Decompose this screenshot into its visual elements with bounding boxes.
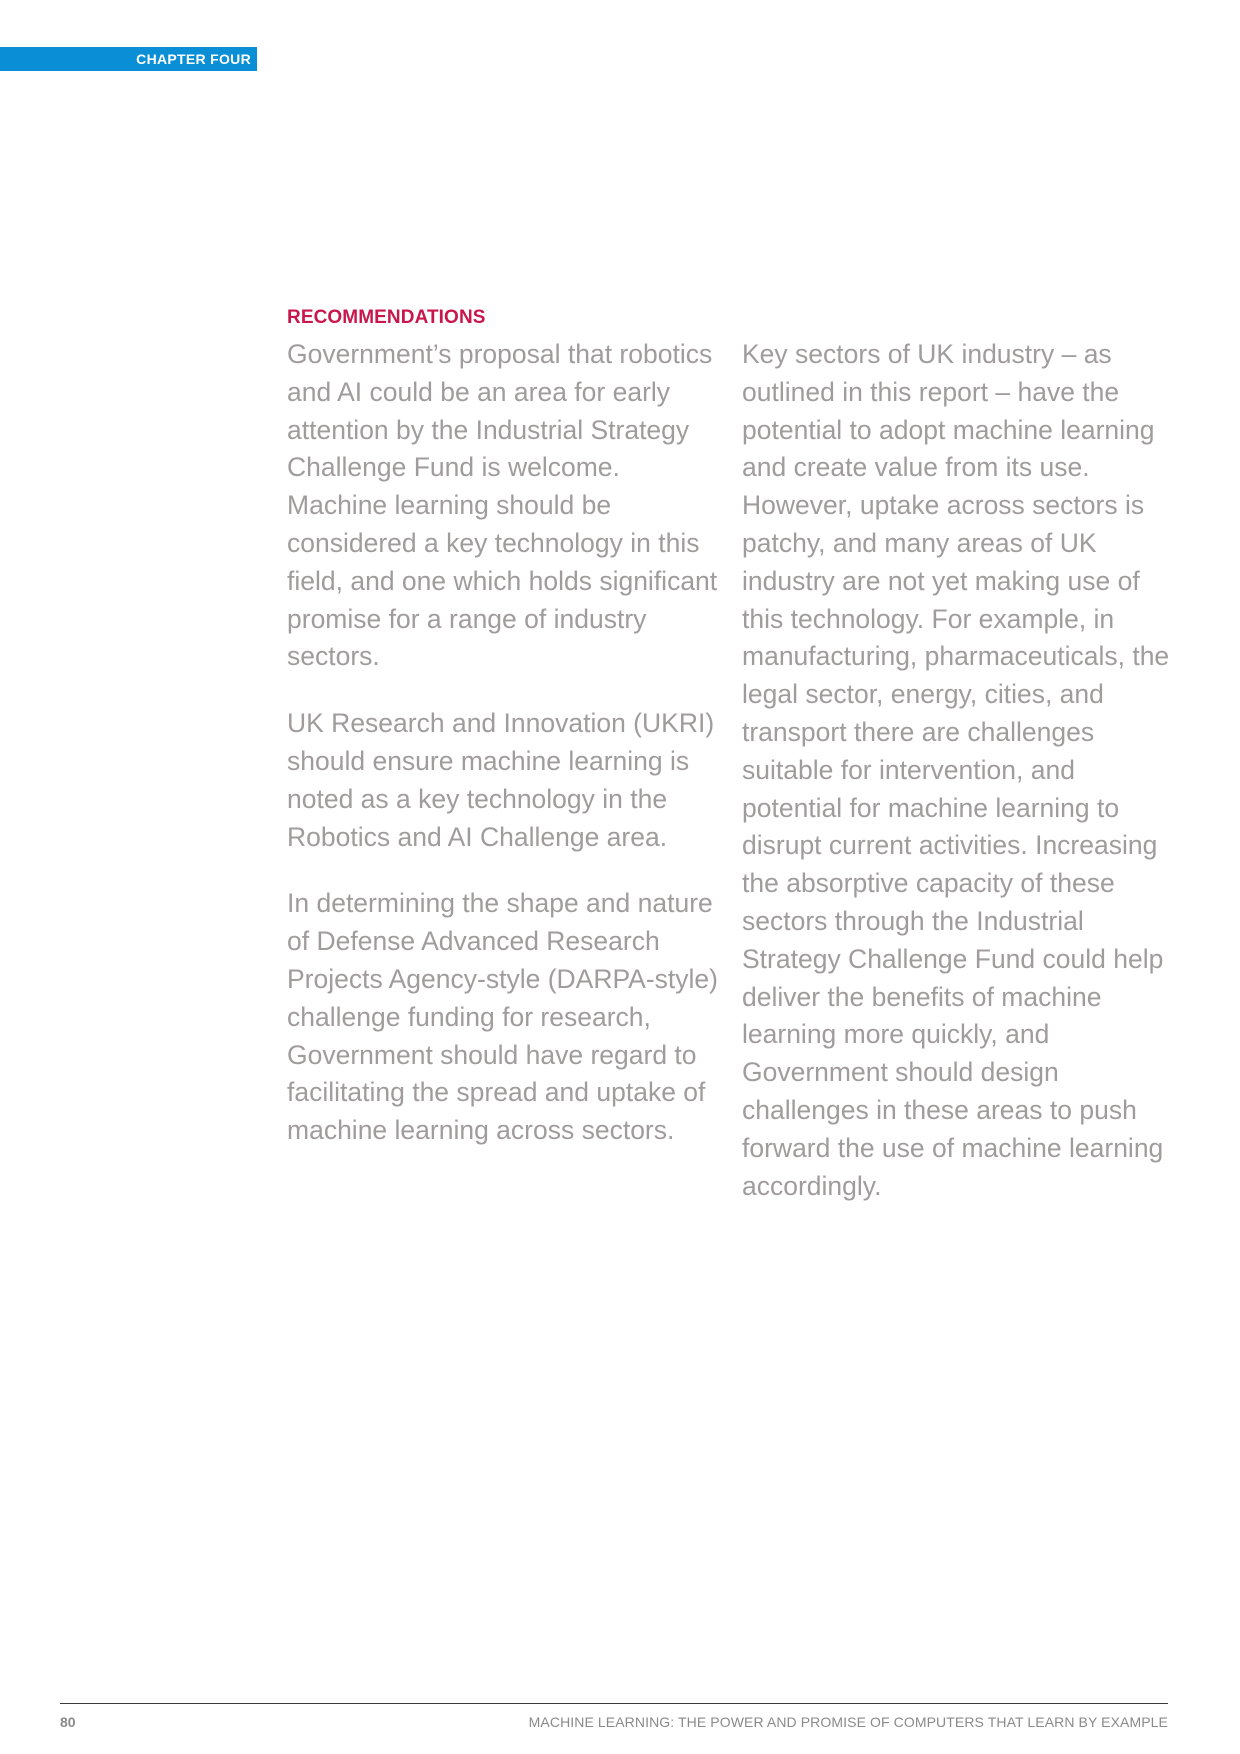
left-column — [287, 336, 722, 1179]
right-column — [742, 336, 1172, 1234]
footer-divider — [60, 1703, 1168, 1704]
section-heading: RECOMMENDATIONS — [287, 307, 486, 328]
chapter-label: CHAPTER FOUR — [0, 47, 257, 71]
running-title: MACHINE LEARNING: THE POWER AND PROMISE OF COMPUTERS THAT LEARN BY EXAMPLE — [528, 1714, 1168, 1730]
paragraph: Government’s proposal that robotics and AI could be an area for early attention by the Industrial Strategy Challenge Fund is welcome. Machine learning should be considered a key technology in this field, and one which holds significant promise for a range of industry sectors. — [287, 339, 718, 672]
paragraph: Key sectors of UK industry – as outlined in this report – have the potential to adopt machine learning and create value from its use. However, uptake across sectors is patchy, and many areas of UK industry are not yet making use of this technology. For example, in manufacturing, pharmaceuticals, the legal sector, energy, cities, and transport there are challenges suitable for intervention, and potential for machine learning to disrupt current activities. Increasing the absorptive capacity of these sectors through the Industrial Strategy Challenge Fund could help deliver the benefits of machine learning more quickly, and Government should design challenges in these areas to push forward the use of machine learning accordingly. — [742, 339, 1170, 1201]
paragraph: UK Research and Innovation (UKRI) should ensure machine learning is noted as a key technology in the Robotics and AI Challenge area. — [287, 708, 715, 852]
paragraph: In determining the shape and nature of Defense Advanced Research Projects Agency-style (DARPA-style) challenge funding for research, Government should have regard to facilitating the spread and uptake of machine learning across sectors. — [287, 888, 718, 1146]
page-number: 80 — [60, 1714, 76, 1730]
